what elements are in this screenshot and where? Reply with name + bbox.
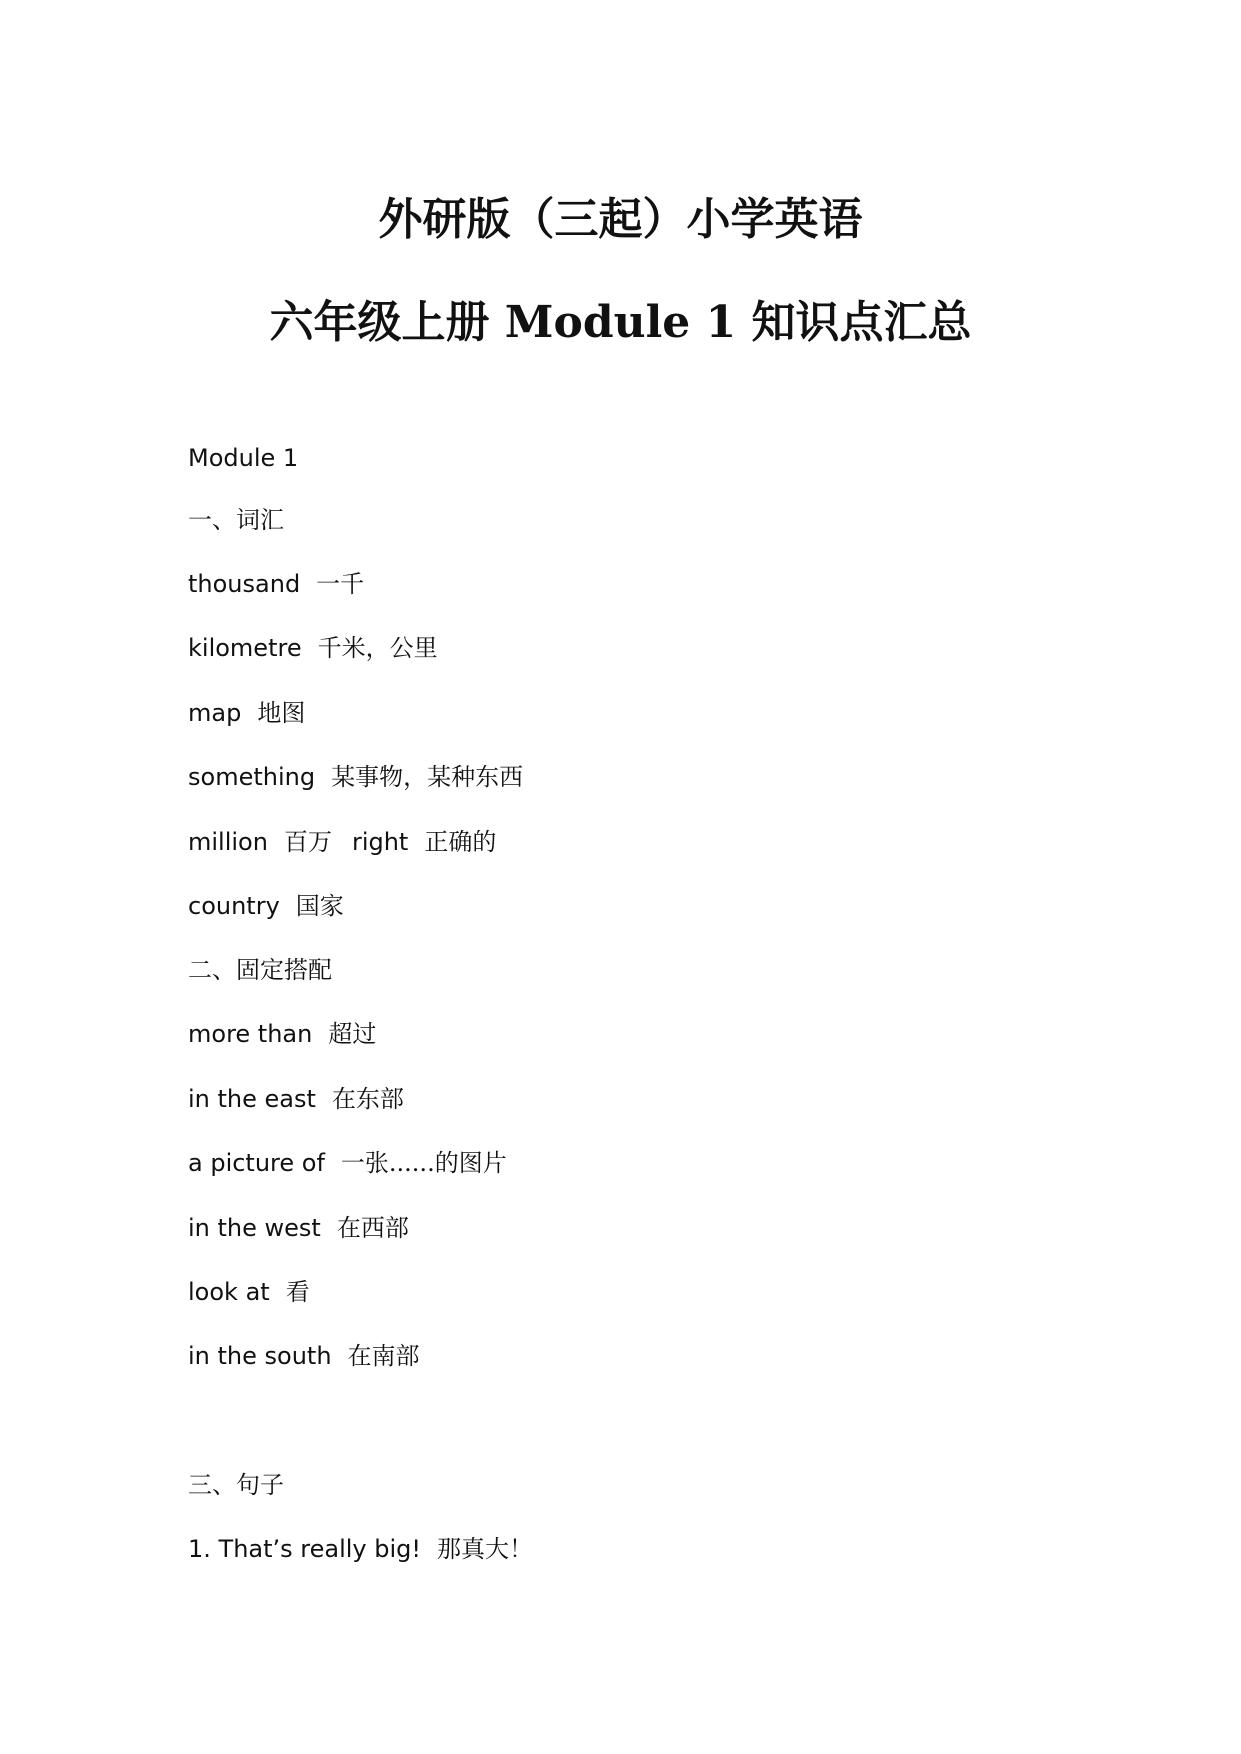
vocab-english: kilometre xyxy=(188,634,302,662)
section-heading-phrases: 二、固定搭配 xyxy=(188,956,332,984)
phrase-chinese: 超过 xyxy=(328,1020,377,1048)
section-heading-sentences: 三、句子 xyxy=(188,1471,284,1499)
phrase-chinese: 在南部 xyxy=(347,1342,420,1370)
vocab-item xyxy=(188,890,344,922)
phrase-item xyxy=(188,1147,507,1179)
phrase-english: look at xyxy=(188,1278,270,1306)
phrase-english: in the west xyxy=(188,1214,321,1242)
vocab-english: map xyxy=(188,699,242,727)
sentence-item xyxy=(188,1533,533,1565)
phrase-english: in the east xyxy=(188,1085,316,1113)
phrase-item xyxy=(188,1018,376,1050)
module-label: Module 1 xyxy=(188,444,299,472)
vocab-english: something xyxy=(188,763,316,791)
vocab-chinese: 千米，公里 xyxy=(317,634,438,662)
phrase-english: in the south xyxy=(188,1342,332,1370)
vocab-item xyxy=(188,568,364,600)
vocab-chinese: 国家 xyxy=(295,892,344,920)
phrase-english: more than xyxy=(188,1020,313,1048)
phrase-chinese: 一张......的图片 xyxy=(340,1149,507,1177)
vocab-item xyxy=(188,697,305,729)
vocab-chinese: 某事物，某种东西 xyxy=(331,763,524,791)
phrase-item xyxy=(188,1212,409,1244)
vocab-english: right xyxy=(351,828,409,856)
phrase-chinese: 看 xyxy=(285,1278,310,1306)
vocab-chinese: 正确的 xyxy=(424,828,497,856)
phrase-chinese: 在东部 xyxy=(331,1085,404,1113)
vocab-chinese: 百万 xyxy=(283,828,332,856)
section-heading-vocabulary: 一、词汇 xyxy=(188,506,284,534)
vocab-chinese: 一千 xyxy=(316,570,365,598)
vocab-item xyxy=(188,826,496,858)
vocab-item xyxy=(188,761,523,793)
document-title-line-1: 外研版（三起）小学英语 xyxy=(378,194,863,245)
vocab-english: million xyxy=(188,828,268,856)
phrase-item xyxy=(188,1276,310,1308)
phrase-item xyxy=(188,1083,404,1115)
vocab-english: thousand xyxy=(188,570,301,598)
vocab-english: country xyxy=(188,892,280,920)
document-title-line-2: 六年级上册 Module 1 知识点汇总 xyxy=(269,297,972,348)
phrase-item xyxy=(188,1340,420,1372)
phrase-english: a picture of xyxy=(188,1149,325,1177)
vocab-item xyxy=(188,632,438,664)
vocab-chinese: 地图 xyxy=(257,699,306,727)
phrase-chinese: 在西部 xyxy=(336,1214,409,1242)
sentence-chinese: 那真大！ xyxy=(437,1535,534,1563)
sentence-english: 1. That’s really big! xyxy=(188,1535,422,1563)
